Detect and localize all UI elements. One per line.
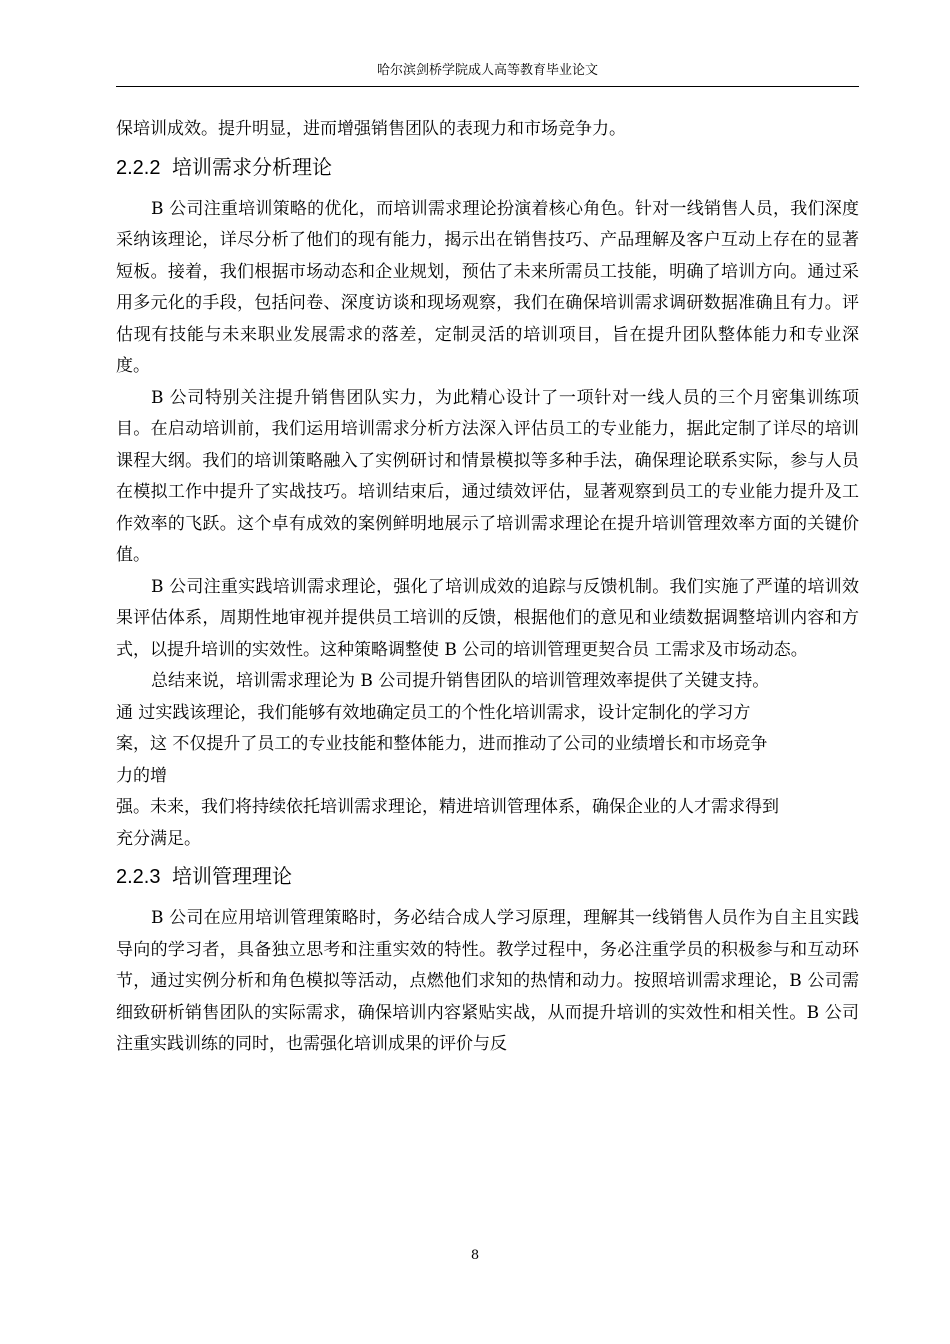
page-number: 8 (470, 1248, 480, 1263)
section-number: 2.2.3 (116, 866, 161, 888)
section-heading-2-2-2 (116, 153, 859, 182)
summary-line: 充分满足。 (116, 828, 201, 849)
intro-line: 保培训成效。提升明显，进而增强销售团队的表现力和市场竞争力。 (116, 119, 626, 139)
summary-line: 案，这 不仅提升了员工的专业技能和整体能力，进而推动了公司的业绩增长和市场竞争 (116, 734, 768, 754)
summary-line: 力的增 (116, 765, 167, 786)
paragraph: B 公司特别关注提升销售团队实力，为此精心设计了一项针对一线人员的三个月密集训练项目。在启动培训前，我们运用培训需求分析方法深入评估员工的专业能力，据此定制了详尽的培训课程大纲。我们的培训策略融入了实例研讨和情景模拟等多种手法，确保理论联系实际，参与人员在模拟工作中提升了实战技巧。培训结束后，通过绩效评估，显著观察到员工的专业能力提升及工作效率的飞跃。这个卓有成效的案例鲜明地展示了培训需求理论在提升培训管理效率方面的关键价值。 (116, 387, 859, 565)
running-header: 哈尔滨剑桥学院成人高等教育毕业论文 (376, 63, 598, 78)
summary-line: 总结来说，培训需求理论为 B 公司提升销售团队的培训管理效率提供了关键支持。 (151, 671, 770, 691)
header-divider (116, 86, 859, 87)
section-heading-2-2-3 (116, 862, 859, 891)
section-number: 2.2.2 (116, 156, 161, 179)
paragraph: B 公司注重培训策略的优化，而培训需求理论扮演着核心角色。针对一线销售人员，我们深度采纳该理论，详尽分析了他们的现有能力，揭示出在销售技巧、产品理解及客户互动上存在的显著短板。接着，我们根据市场动态和企业规划，预估了未来所需员工技能，明确了培训方向。通过采用多元化的手段，包括问卷、深度访谈和现场观察，我们在确保培训需求调研数据准确且有力。评估现有技能与未来职业发展需求的落差，定制灵活的培训项目，旨在提升团队整体能力和专业深度。 (116, 198, 859, 376)
summary-line: 强。未来，我们将持续依托培训需求理论，精进培训管理体系，确保企业的人才需求得到 (116, 797, 779, 817)
section-title: 培训管理理论 (172, 864, 292, 888)
section-title: 培训需求分析理论 (172, 154, 332, 179)
paragraph: B 公司在应用培训管理策略时，务必结合成人学习原理，理解其一线销售人员作为自主且实践导向的学习者，具备独立思考和注重实效的特性。教学过程中，务必注重学员的积极参与和互动环节，通过实例分析和角色模拟等活动，点燃他们求知的热情和动力。按照培训需求理论，B 公司需细致研析销售团队的实际需求，确保培训内容紧贴实战，从而提升培训的实效性和相关性。B 公司注重实践训练的同时，也需强化培训成果的评价与反 (116, 908, 859, 1054)
summary-line: 通 过实践该理论，我们能够有效地确定员工的个性化培训需求，设计定制化的学习方 (116, 702, 751, 723)
page-body (116, 114, 859, 1061)
paragraph: B 公司注重实践培训需求理论，强化了培训成效的追踪与反馈机制。我们实施了严谨的培训效果评估体系，周期性地审视并提供员工培训的反馈，根据他们的意见和业绩数据调整培训内容和方式，以提升培训的实效性。这种策略调整使 B 公司的培训管理更契合员 工需求及市场动态。 (116, 576, 859, 660)
summary-paragraph (116, 666, 859, 855)
